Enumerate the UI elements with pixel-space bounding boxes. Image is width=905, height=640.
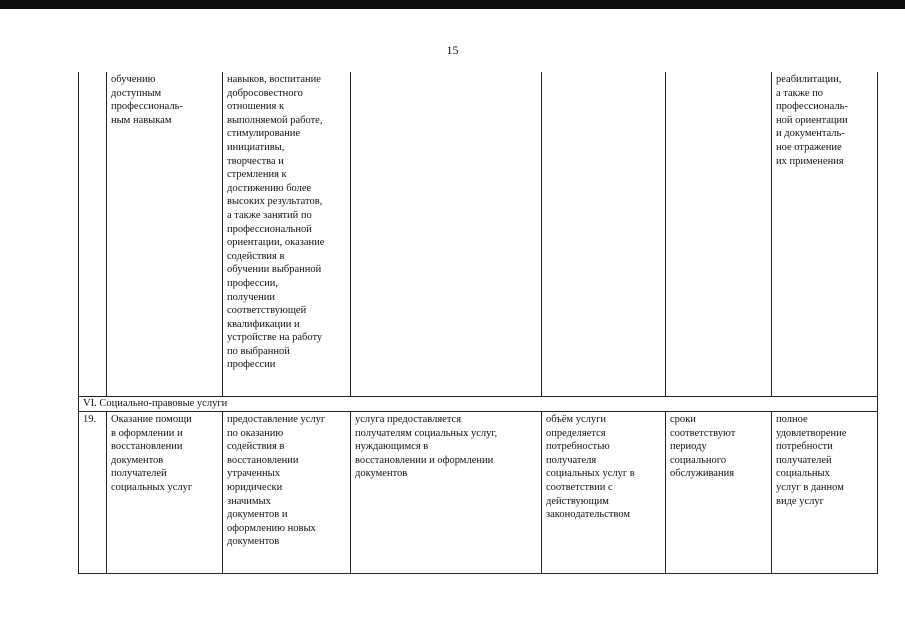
page-number: 15: [446, 43, 459, 57]
section-header-row: [79, 397, 878, 412]
top-scan-border: [0, 0, 905, 9]
table-row-continued: [79, 72, 878, 397]
cell-service-name: Оказание помощи в оформлении и восстановлении документов получателей социальных услуг: [107, 412, 223, 574]
cell-service-description: предоставление услуг по оказанию содействия в восстановлении утраченных юридически значимых документов и оформлению новых документов: [223, 412, 351, 574]
cell-number: [79, 72, 107, 397]
table-row-19: [79, 412, 878, 574]
cell-volume: [542, 72, 666, 397]
cell-results: реабилитации, а также по профессиональ- ной ориентации и документаль- ное отражение их применения: [772, 72, 878, 397]
services-table: [78, 72, 878, 574]
cell-terms: [666, 72, 772, 397]
cell-service-description: навыков, воспитание добросовестного отношения к выполняемой работе, стимулирование инициативы, творчества и стремления к достижению более высоких результатов, а также занятий по профессиональной ориентации, оказание содействия в обучении выбранной профессии, получении соответствующей квалификации и устройстве на работу по выбранной профессии: [223, 72, 351, 397]
cell-service-name: обучению доступным профессиональ- ным навыкам: [107, 72, 223, 397]
section-title: VI. Социально-правовые услуги: [79, 397, 878, 412]
cell-conditions: [351, 72, 542, 397]
cell-number: 19.: [79, 412, 107, 574]
cell-volume: объём услуги определяется потребностью получателя социальных услуг в соответствии с действующим законодательством: [542, 412, 666, 574]
cell-results: полное удовлетворение потребности получателей социальных услуг в данном виде услуг: [772, 412, 878, 574]
cell-terms: сроки соответствуют периоду социального обслуживания: [666, 412, 772, 574]
cell-conditions: услуга предоставляется получателям социальных услуг, нуждающимся в восстановлении и оформлении документов: [351, 412, 542, 574]
